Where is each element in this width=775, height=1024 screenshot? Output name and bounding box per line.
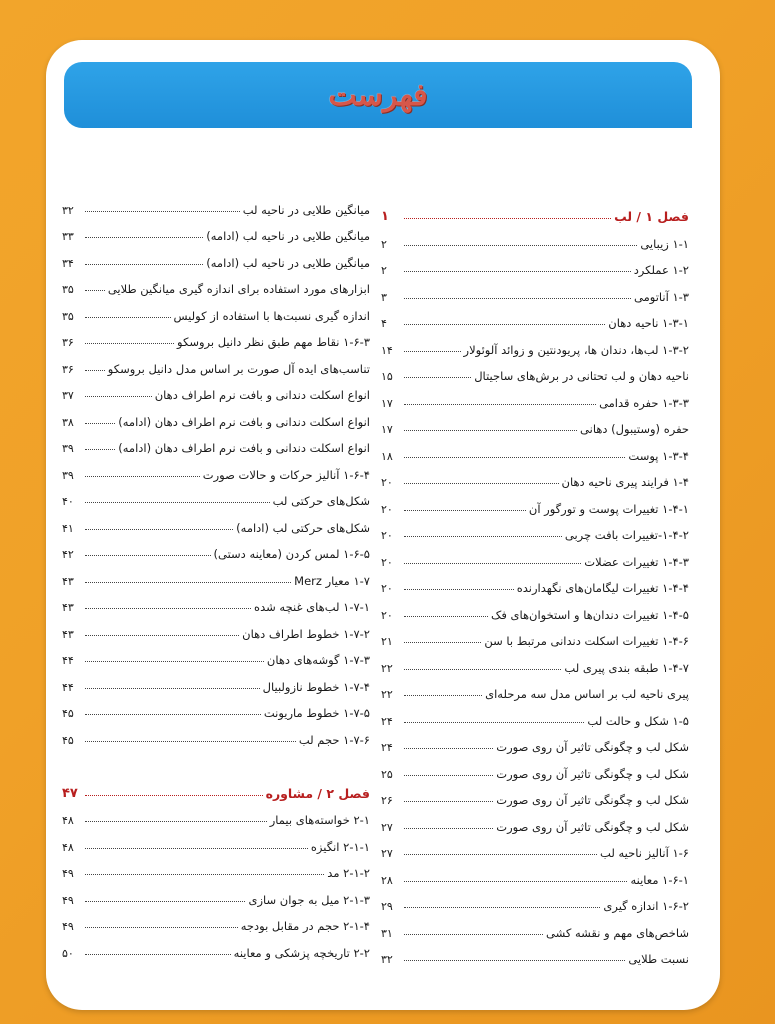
dot-leader	[85, 608, 251, 609]
entry-title: ابزارهای مورد استفاده برای اندازه گیری میانگین طلایی	[107, 282, 370, 296]
toc-entry	[62, 801, 370, 828]
page-number: ۴۸	[62, 840, 74, 854]
chapter-heading	[62, 767, 370, 801]
entry-title: شکل لب و چگونگی تاثیر آن روی صورت	[496, 766, 689, 781]
toc-card	[46, 40, 720, 1010]
entry-title: شکل لب و چگونگی تاثیر آن روی صورت	[496, 793, 689, 807]
entry-title: نسبت طلایی	[628, 952, 689, 966]
page-number: ۳۵	[62, 283, 74, 296]
entry-title: ۱-۷-۳ گوشه‌های دهان	[266, 653, 370, 667]
page-number: ۳۱	[381, 926, 393, 940]
page-number: ۳۹	[62, 468, 74, 482]
toc-entry	[381, 542, 689, 569]
page-number: ۲	[381, 264, 387, 277]
entry-title: ۱-۶-۱ معاینه	[630, 872, 689, 887]
dot-leader	[85, 874, 324, 875]
dot-leader	[404, 748, 493, 749]
toc-entry	[62, 827, 370, 854]
toc-entry	[381, 357, 689, 384]
dot-leader	[404, 669, 561, 670]
dot-leader	[404, 351, 461, 352]
entry-title: ۱-۳-۳ حفره قدامی	[599, 395, 689, 410]
page-number: ۳۳	[62, 230, 74, 243]
page-number: ۲۴	[381, 741, 393, 754]
dot-leader	[404, 589, 514, 590]
toc-entry	[62, 349, 370, 376]
dot-leader	[85, 741, 296, 742]
dot-leader	[404, 801, 493, 802]
entry-title: ۱-۶-۵ لمس کردن (معاینه دستی)	[213, 547, 370, 561]
entry-title: میانگین طلایی در ناحیه لب (ادامه)	[206, 255, 370, 270]
toc-entry	[381, 781, 689, 808]
dot-leader	[85, 661, 264, 662]
dot-leader	[404, 828, 493, 829]
toc-entry	[62, 667, 370, 694]
toc-entry	[381, 728, 689, 755]
entry-title: ۱-۶ آنالیز ناحیه لب	[600, 846, 689, 860]
page-number: ۴۲	[62, 548, 74, 561]
page-number: ۲۵	[381, 767, 393, 781]
dot-leader	[85, 317, 171, 318]
page-number: ۳۸	[62, 415, 74, 429]
toc-entry	[381, 887, 689, 914]
dot-leader	[404, 271, 631, 272]
chapter-heading	[381, 190, 689, 224]
toc-entry	[62, 720, 370, 747]
toc-column-left	[62, 190, 370, 960]
entry-title: ۱-۷-۱ لب‌های غنچه شده	[254, 600, 370, 614]
page-number: ۴۵	[62, 733, 74, 747]
toc-entry	[62, 641, 370, 668]
page-number: ۳۴	[62, 256, 74, 270]
entry-title: پیری ناحیه لب بر اساس مدل سه مرحله‌ای	[485, 687, 689, 701]
dot-leader	[85, 848, 308, 849]
dot-leader	[404, 298, 631, 299]
page-number: ۳۶	[62, 362, 74, 376]
toc-entry	[62, 402, 370, 429]
page-number: ۳۲	[62, 203, 74, 217]
toc-entry	[62, 508, 370, 535]
toc-entry	[62, 588, 370, 615]
dot-leader	[85, 927, 238, 928]
entry-title: ۱-۳-۲ لب‌ها، دندان ها، پریودنتین و زوائد آلوئولار	[463, 342, 689, 357]
toc-entry	[381, 277, 689, 304]
toc-entry	[62, 694, 370, 721]
page-number: ۳۶	[62, 336, 74, 349]
entry-title: ۱-۵ شکل و حالت لب	[587, 713, 689, 728]
page-number: ۲۱	[381, 635, 393, 648]
page-number: ۱۵	[381, 370, 393, 383]
page-number: ۳۷	[62, 389, 74, 402]
dot-leader	[404, 881, 627, 882]
toc-entry	[381, 807, 689, 834]
entry-title: ۱-۳ آناتومی	[634, 289, 689, 304]
page-number: ۲۰	[381, 502, 393, 516]
entry-title: ۱-۶-۳ نقاط مهم طبق نظر دانیل بروسکو	[177, 335, 370, 349]
entry-title: ۱-۴-۶ تغییرات اسکلت دندانی مرتبط با سن	[484, 634, 689, 648]
entry-title: شکل لب و چگونگی تاثیر آن روی صورت	[496, 740, 689, 754]
dot-leader	[404, 563, 581, 564]
toc-entry	[381, 330, 689, 357]
entry-title: ۱-۷-۲ خطوط اطراف دهان	[242, 626, 370, 641]
entry-title: فصل ۱ / لب	[614, 209, 689, 224]
page-number: ۲۰	[381, 529, 393, 542]
toc-entry	[381, 410, 689, 437]
page-number: ۴۳	[62, 574, 74, 588]
toc-entry	[381, 436, 689, 463]
dot-leader	[404, 404, 596, 405]
page-number: ۴	[381, 317, 387, 330]
show-through-text	[396, 152, 399, 163]
entry-title: ۱-۶-۲ اندازه گیری	[603, 899, 689, 913]
page-number: ۱۸	[381, 449, 393, 463]
page-number: ۲۲	[381, 661, 393, 675]
page-number: ۲۹	[381, 900, 393, 913]
entry-title: ۲-۲ تاریخچه پزشکی و معاینه	[233, 945, 370, 960]
dot-leader	[404, 245, 637, 246]
page-number: ۲۴	[381, 714, 393, 728]
page-number: ۱	[381, 209, 389, 224]
toc-entry	[62, 880, 370, 907]
toc-entry	[381, 489, 689, 516]
page-number: ۱۷	[381, 396, 393, 410]
toc-entry	[381, 860, 689, 887]
page-title: فهرست	[328, 77, 428, 113]
dot-leader	[85, 821, 267, 822]
dot-leader	[85, 264, 203, 265]
entry-title: ۱-۳-۴ پوست	[628, 448, 689, 463]
dot-leader	[85, 688, 260, 689]
toc-entry	[381, 701, 689, 728]
page-number: ۴۰	[62, 495, 74, 508]
entry-title: اندازه گیری نسبت‌ها با استفاده از کولیس	[173, 308, 370, 323]
dot-leader	[404, 510, 526, 511]
dot-leader	[85, 370, 105, 371]
toc-entry	[381, 595, 689, 622]
toc-entry	[381, 569, 689, 596]
dot-leader	[404, 430, 577, 431]
dot-leader	[85, 795, 263, 796]
page-number: ۴۸	[62, 814, 74, 827]
toc-entry	[381, 251, 689, 278]
page-number: ۲۰	[381, 476, 393, 489]
toc-entry	[62, 243, 370, 270]
entry-title: ۲-۱-۳ میل به جوان سازی	[248, 892, 370, 907]
toc-entry	[381, 383, 689, 410]
page-number: ۴۴	[62, 680, 74, 694]
dot-leader	[404, 536, 562, 537]
dot-leader	[85, 476, 200, 477]
toc-column-right	[381, 190, 689, 966]
dot-leader	[404, 377, 471, 378]
toc-entry	[381, 224, 689, 251]
toc-entry	[62, 217, 370, 244]
page-number: ۴۳	[62, 601, 74, 614]
dot-leader	[85, 954, 231, 955]
dot-leader	[85, 635, 239, 636]
page-number: ۴۱	[62, 521, 74, 535]
toc-entry	[381, 913, 689, 940]
entry-title: انواع اسکلت دندانی و بافت نرم اطراف دهان	[154, 388, 370, 402]
entry-title: ۱-۴-۱ تغییرات پوست و تورگور آن	[528, 501, 689, 516]
section-gap	[62, 747, 370, 767]
entry-title: شکل‌های حرکتی لب (ادامه)	[236, 520, 370, 535]
toc-entry	[381, 463, 689, 490]
entry-title: تناسب‌های ایده آل صورت بر اساس مدل دانیل بروسکو	[107, 361, 370, 376]
entry-title: ۲-۱-۴ حجم در مقابل بودجه	[240, 919, 370, 933]
dot-leader	[85, 423, 115, 424]
page-number: ۱۴	[381, 343, 393, 357]
page-number: ۱۷	[381, 423, 393, 436]
toc-entry	[62, 907, 370, 934]
toc-entry	[381, 754, 689, 781]
entry-title: شکل لب و چگونگی تاثیر آن روی صورت	[496, 819, 689, 834]
page-number: ۴۹	[62, 920, 74, 933]
toc-entry	[62, 561, 370, 588]
dot-leader	[85, 502, 270, 503]
entry-title: ۱-۷ معیار Merz	[294, 573, 370, 588]
dot-leader	[85, 449, 115, 450]
toc-entry	[381, 304, 689, 331]
dot-leader	[404, 616, 488, 617]
dot-leader	[404, 483, 559, 484]
dot-leader	[404, 854, 597, 855]
dot-leader	[85, 343, 174, 344]
entry-title: ۱-۷-۵ خطوط ماریونت	[263, 706, 370, 720]
entry-title: انواع اسکلت دندانی و بافت نرم اطراف دهان (ادامه)	[118, 414, 370, 429]
dot-leader	[404, 775, 493, 776]
entry-title: ۱-۴-۲-تغییرات بافت چربی	[564, 528, 689, 542]
entry-title: ۱-۲ عملکرد	[633, 263, 689, 277]
toc-entry	[62, 429, 370, 456]
entry-title: ۱-۶-۴ آنالیز حرکات و حالات صورت	[202, 467, 370, 482]
entry-title: انواع اسکلت دندانی و بافت نرم اطراف دهان (ادامه)	[118, 441, 370, 455]
page-number: ۲۰	[381, 582, 393, 595]
dot-leader	[85, 714, 261, 715]
toc-entry	[62, 296, 370, 323]
entry-title: شکل‌های حرکتی لب	[272, 494, 370, 508]
toc-entry	[381, 516, 689, 543]
page-number: ۴۹	[62, 867, 74, 880]
entry-title: شاخص‌های مهم و نقشه کشی	[546, 925, 689, 940]
entry-title: ۲-۱ خواسته‌های بیمار	[269, 813, 370, 827]
entry-title: ۱-۴-۵ تغییرات دندان‌ها و استخوان‌های فک	[491, 607, 689, 622]
toc-entry	[381, 675, 689, 702]
entry-title: فصل ۲ / مشاوره	[265, 785, 370, 801]
toc-entry	[62, 614, 370, 641]
entry-title: ۱-۴-۳ تغییرات عضلات	[584, 554, 689, 569]
entry-title: ۲-۱-۱ انگیزه	[310, 839, 370, 854]
page-number: ۲۰	[381, 608, 393, 622]
page-number: ۲۰	[381, 555, 393, 569]
page-number: ۲۶	[381, 794, 393, 807]
page-number: ۴۹	[62, 893, 74, 907]
toc-entry	[62, 455, 370, 482]
dot-leader	[404, 907, 600, 908]
dot-leader	[404, 642, 481, 643]
dot-leader	[404, 722, 584, 723]
page-number: ۳۲	[381, 953, 393, 966]
entry-title: ۱-۴-۷ طبقه بندی پیری لب	[564, 660, 689, 675]
dot-leader	[85, 290, 105, 291]
dot-leader	[85, 529, 233, 530]
page-number: ۳	[381, 290, 387, 304]
toc-entry	[62, 482, 370, 509]
toc-entry	[381, 648, 689, 675]
entry-title: ۱-۴-۴ تغییرات لیگامان‌های نگهدارنده	[516, 581, 689, 595]
entry-title: ۱-۴ فرایند پیری ناحیه دهان	[561, 475, 689, 489]
toc-entry	[62, 270, 370, 297]
dot-leader	[404, 457, 625, 458]
dot-leader	[85, 901, 245, 902]
entry-title: میانگین طلایی در ناحیه لب	[242, 202, 370, 217]
page-number: ۳۹	[62, 442, 74, 455]
entry-title: ۱-۷-۶ حجم لب	[298, 732, 370, 747]
page-number: ۲۸	[381, 873, 393, 887]
dot-leader	[404, 934, 543, 935]
entry-title: ناحیه دهان و لب تحتانی در برش‌های ساجیتال	[474, 369, 689, 383]
page-number: ۳۵	[62, 309, 74, 323]
toc-entry	[62, 933, 370, 960]
dot-leader	[85, 555, 211, 556]
toc-entry	[381, 622, 689, 649]
title-banner	[64, 62, 692, 128]
dot-leader	[404, 695, 482, 696]
dot-leader	[404, 218, 611, 219]
dot-leader	[404, 324, 605, 325]
entry-title: ۱-۷-۴ خطوط نازولبیال	[262, 679, 370, 694]
page-number: ۴۳	[62, 627, 74, 641]
toc-entry	[381, 940, 689, 967]
dot-leader	[85, 582, 291, 583]
toc-entry	[62, 376, 370, 403]
dot-leader	[85, 396, 152, 397]
toc-entry	[62, 854, 370, 881]
toc-entry	[62, 190, 370, 217]
entry-title: ۱-۱ زیبایی	[640, 236, 689, 251]
toc-entry	[62, 323, 370, 350]
dot-leader	[85, 237, 203, 238]
page-number: ۲۷	[381, 847, 393, 860]
toc-entry	[381, 834, 689, 861]
page-number: ۲۲	[381, 688, 393, 701]
page-number: ۲	[381, 237, 387, 251]
dot-leader	[85, 211, 240, 212]
page-number: ۴۴	[62, 654, 74, 667]
page-number: ۵۰	[62, 946, 74, 960]
entry-title: ۱-۳-۱ ناحیه دهان	[608, 316, 689, 330]
toc-entry	[62, 535, 370, 562]
page-number: ۴۵	[62, 707, 74, 720]
entry-title: ۲-۱-۲ مد	[327, 866, 370, 880]
page-number: ۴۷	[62, 785, 78, 801]
entry-title: میانگین طلایی در ناحیه لب (ادامه)	[206, 229, 370, 243]
page-number: ۲۷	[381, 820, 393, 834]
entry-title: حفره (وستیبول) دهانی	[580, 422, 689, 436]
dot-leader	[404, 960, 625, 961]
